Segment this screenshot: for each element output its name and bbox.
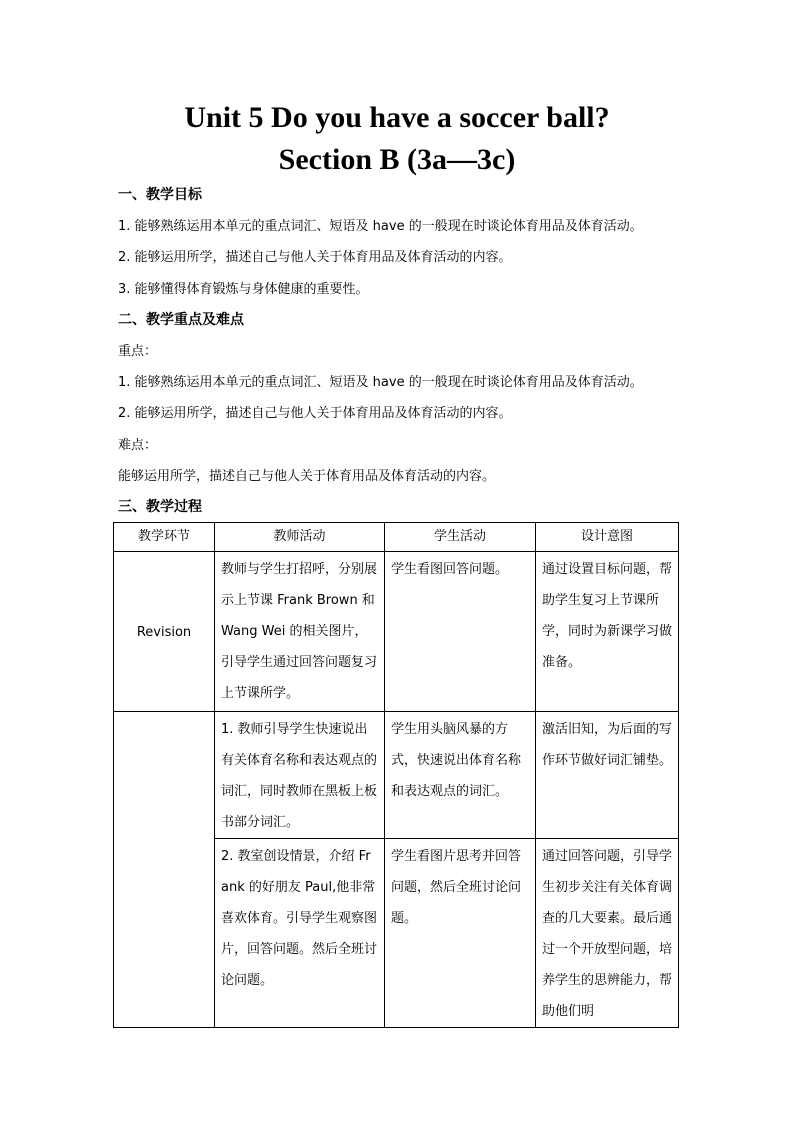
objective-item: 2. 能够运用所学，描述自己与他人关于体育用品及体育活动的内容。 (118, 250, 512, 265)
column-header-student: 学生活动 (385, 523, 536, 552)
design-purpose-cell: 激活旧知，为后面的写作环节做好词汇铺垫。 (536, 712, 679, 839)
student-activity-cell: 学生看图回答问题。 (385, 552, 536, 712)
document-title: Unit 5 Do you have a soccer ball? (184, 101, 610, 134)
table-row (114, 712, 679, 839)
teacher-activity-cell: 教师与学生打招呼，分别展示上节课 Frank Brown 和 Wang Wei 的相关图片，引导学生通过回答问题复习上节课所学。 (215, 552, 385, 712)
student-activity-cell: 学生用头脑风暴的方式，快速说出体育名称和表达观点的词汇。 (385, 712, 536, 839)
student-activity-cell: 学生看图片思考并回答问题，然后全班讨论问题。 (385, 839, 536, 1028)
key-point-item: 1. 能够熟练运用本单元的重点词汇、短语及 have 的一般现在时谈论体育用品及体育活动。 (118, 375, 643, 390)
difficult-point-text: 能够运用所学，描述自己与他人关于体育用品及体育活动的内容。 (118, 469, 496, 484)
design-purpose-cell: 通过回答问题，引导学生初步关注有关体育调查的几大要素。最后通过一个开放型问题，培养学生的思辨能力，帮助他们明 (536, 839, 679, 1028)
difficult-points-label: 难点： (118, 438, 158, 453)
table-header-row (114, 523, 679, 552)
key-point-item: 2. 能够运用所学，描述自己与他人关于体育用品及体育活动的内容。 (118, 406, 512, 421)
teacher-activity-cell: 1. 教师引导学生快速说出有关体育名称和表达观点的词汇，同时教师在黑板上板书部分词汇。 (215, 712, 385, 839)
key-points-label: 重点： (118, 344, 158, 359)
process-heading: 三、教学过程 (118, 499, 202, 515)
column-header-teacher: 教师活动 (215, 523, 385, 552)
table-row (114, 552, 679, 712)
teaching-process-table (113, 522, 679, 1028)
stage-cell (114, 712, 215, 1028)
design-purpose-cell: 通过设置目标问题，帮助学生复习上节课所学，同时为新课学习做准备。 (536, 552, 679, 712)
column-header-purpose: 设计意图 (536, 523, 679, 552)
objective-item: 1. 能够熟练运用本单元的重点词汇、短语及 have 的一般现在时谈论体育用品及体育活动。 (118, 219, 643, 234)
stage-cell: Revision (114, 552, 215, 712)
focus-heading: 二、教学重点及难点 (118, 312, 244, 328)
teacher-activity-cell: 2. 教室创设情景，介绍 Frank 的好朋友 Paul,他非常喜欢体育。引导学生观察图片，回答问题。然后全班讨论问题。 (215, 839, 385, 1028)
document-subtitle: Section B (3a—3c) (278, 143, 516, 176)
column-header-stage: 教学环节 (114, 523, 215, 552)
objective-item: 3. 能够懂得体育锻炼与身体健康的重要性。 (118, 282, 369, 297)
objectives-heading: 一、教学目标 (118, 187, 202, 203)
